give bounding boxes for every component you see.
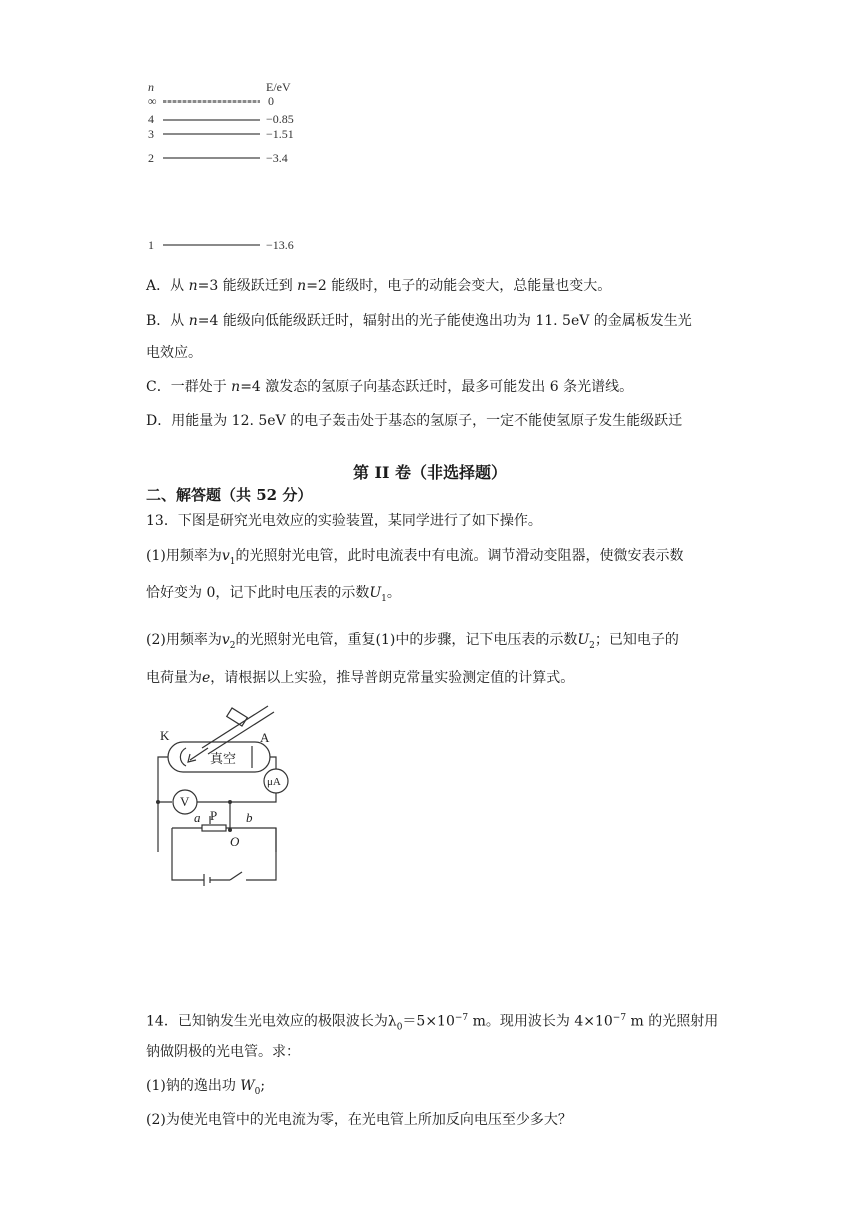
option-c-post: =4 激发态的氢原子向基态跃迁时，最多可能发出 6 条光谱线。 <box>240 379 634 395</box>
q13-step1-line1 <box>146 546 684 572</box>
photoelectric-circuit-diagram <box>150 702 295 890</box>
level-n-inf: ∞ <box>148 94 157 108</box>
q14-l1b: ＝5×10 <box>402 1013 455 1030</box>
option-b-post: =4 能级向低能级跃迁时，辐射出的光子能使逸出功为 11. 5eV 的金属板发生光 <box>197 313 692 329</box>
q13-s1b: 的光照射光电管，此时电流表中有电流。调节滑动变阻器，使微安表示数 <box>235 548 684 564</box>
junction-right <box>228 800 232 804</box>
option-a-mid: =3 能级跃迁到 <box>197 278 298 294</box>
label-o: O <box>230 834 240 849</box>
q13-s1d: 。 <box>386 585 401 601</box>
option-d <box>146 411 682 431</box>
label-a: A <box>260 730 270 745</box>
level-energy-2: −3.4 <box>266 151 288 165</box>
level-n-1: 1 <box>148 238 154 252</box>
q13-intro: 13．下图是研究光电效应的实验装置，某同学进行了如下操作。 <box>146 513 542 529</box>
q13-step1-line2 <box>146 583 401 609</box>
q14-l1-sub: 0 <box>396 1022 403 1033</box>
q13-u1-sub: 1 <box>381 593 387 604</box>
level-line-1 <box>163 244 260 246</box>
energy-axis-label: E/eV <box>266 80 291 94</box>
q13-s2e: ，请根据以上实验，推导普朗克常量实验测定值的计算式。 <box>210 670 575 686</box>
q14-w-sub: 0 <box>254 1086 261 1097</box>
q13-nu1-sub: 1 <box>229 556 236 567</box>
label-b-end: b <box>246 810 253 825</box>
label-microammeter: μA <box>267 776 281 788</box>
label-voltmeter: V <box>180 794 190 809</box>
q13-u1: U <box>369 585 382 601</box>
q13-step2-line1 <box>146 630 679 656</box>
level-line-4 <box>163 119 260 121</box>
q14-part1 <box>146 1076 265 1102</box>
option-c-n1: n <box>231 379 241 395</box>
wire-bottom-left <box>172 828 204 880</box>
q14-l1a: 14．已知钠发生光电效应的极限波长为λ <box>146 1013 397 1030</box>
label-p: P <box>210 808 218 823</box>
part2-title: 第 II 卷（非选择题） <box>352 463 508 482</box>
q14-line1 <box>146 1008 718 1037</box>
option-a-label: A． <box>146 278 171 294</box>
level-n-3: 3 <box>148 127 154 141</box>
rheostat-body <box>202 825 226 831</box>
option-d-label: D． <box>146 413 172 429</box>
q13-s2c: ；已知电子的 <box>594 632 679 648</box>
cathode-k <box>180 748 186 766</box>
q13-s1a: (1)用频率为 <box>146 548 222 564</box>
q13-s2d: 电荷量为 <box>146 670 202 686</box>
q13-u2: U <box>577 632 590 648</box>
level-n-2: 2 <box>148 151 154 165</box>
option-b-label: B． <box>146 313 171 329</box>
level-line-3 <box>163 133 260 135</box>
q13-s1c: 恰好变为 0，记下此时电压表的示数 <box>146 585 370 601</box>
q13-nu2: v <box>221 632 230 648</box>
level-energy-inf: 0 <box>268 94 274 108</box>
wire-right-top <box>270 757 276 769</box>
option-b-n1: n <box>188 313 198 329</box>
option-a-pre: 从 <box>170 278 189 294</box>
q13-nu1: v <box>221 548 230 564</box>
option-a-post: =2 能级时，电子的动能会变大，总能量也变大。 <box>306 278 612 294</box>
level-line-2 <box>163 157 260 159</box>
level-n-4: 4 <box>148 112 154 126</box>
switch-blade <box>230 872 242 880</box>
option-a-n2: n <box>297 278 307 294</box>
q14-l3b: ; <box>260 1078 266 1094</box>
q14-line2: 钠做阴极的光电管。求： <box>146 1044 300 1060</box>
option-a-n1: n <box>188 278 198 294</box>
option-c <box>146 377 633 397</box>
q13-nu2-sub: 2 <box>229 640 236 651</box>
q14-l1-sup: −7 <box>454 1013 469 1023</box>
label-k: K <box>160 728 170 743</box>
q14-w: W <box>240 1078 255 1094</box>
q13-e: e <box>202 670 211 686</box>
wire-ammeter-down <box>230 793 276 802</box>
option-d-text: 用能量为 12. 5eV 的电子轰击处于基态的氢原子，一定不能使氢原子发生能级跃迁 <box>171 413 683 429</box>
section-title: 二、解答题（共 52 分） <box>146 486 313 504</box>
q14-l3a: (1)钠的逸出功 <box>146 1078 241 1094</box>
junction-left <box>156 800 160 804</box>
light-source-tube <box>227 708 248 726</box>
light-arrow-shaft <box>190 748 208 760</box>
q13-s2a: (2)用频率为 <box>146 632 222 648</box>
level-energy-3: −1.51 <box>266 127 294 141</box>
q13-s2b: 的光照射光电管，重复(1)中的步骤，记下电压表的示数 <box>235 632 578 648</box>
q13-u2-sub: 2 <box>589 640 595 651</box>
q14-l1d: m 的光照射用 <box>626 1013 719 1030</box>
level-energy-1: −13.6 <box>266 238 294 252</box>
level-line-inf <box>163 100 260 103</box>
option-b-line2: 电效应。 <box>146 345 202 361</box>
q14-part2: (2)为使光电管中的光电流为零，在光电管上所加反向电压至少多大？ <box>146 1112 572 1128</box>
wire-bottom-right <box>246 828 276 880</box>
q14-l1-sup2: −7 <box>612 1013 627 1023</box>
option-b <box>146 311 692 331</box>
option-c-pre: 一群处于 <box>170 379 232 395</box>
label-a-end: a <box>194 810 201 825</box>
q14-l1c: m。现用波长为 4×10 <box>468 1013 613 1030</box>
label-vacuum: 真空 <box>210 751 237 766</box>
level-energy-4: −0.85 <box>266 112 294 126</box>
n-axis-label: n <box>148 80 154 94</box>
option-b-pre: 从 <box>170 313 189 329</box>
option-a <box>146 276 611 296</box>
q13-step2-line2 <box>146 668 574 688</box>
junction-o <box>228 828 232 832</box>
option-c-label: C． <box>146 379 171 395</box>
